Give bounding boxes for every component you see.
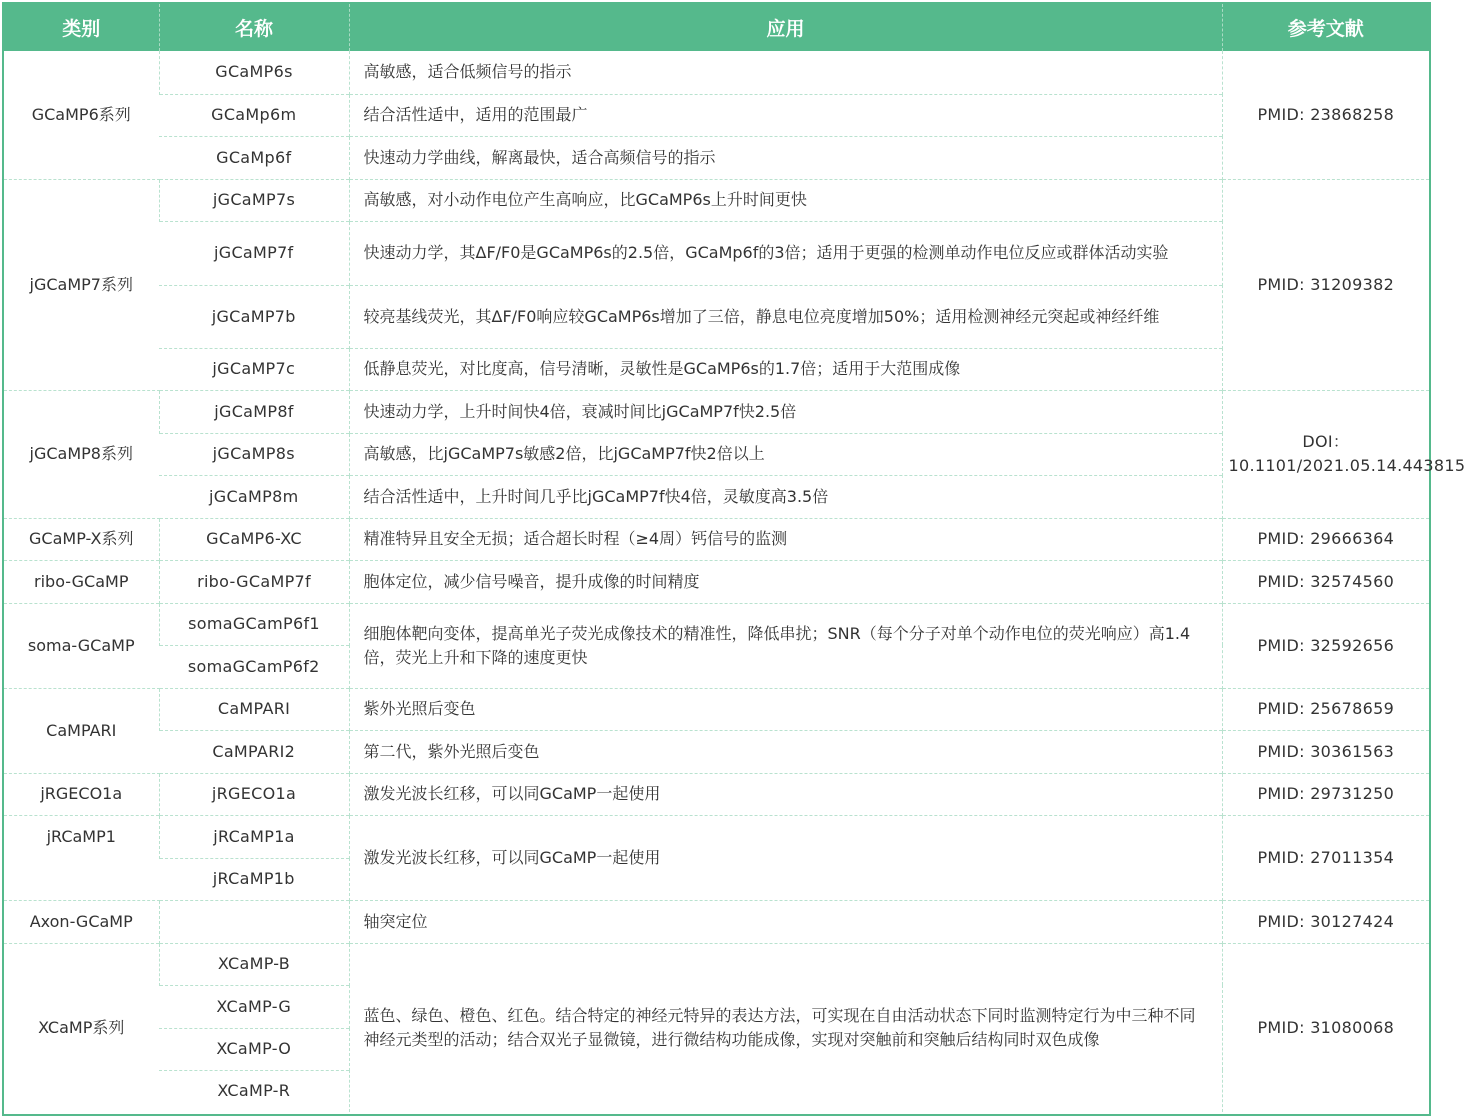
category-cell: GCaMP6系列 [31,104,131,124]
application-cell: 轴突定位 [349,900,1222,943]
reference-cell: PMID: 30361563 [1222,730,1429,773]
reference-cell: PMID: 30127424 [1222,900,1429,943]
application-cell: 紫外光照后变色 [349,688,1222,730]
application-cell: 结合活性适中，适用的范围最广 [349,94,1222,136]
name-cell: ribo-GCaMP7f [159,560,349,603]
table-row [4,51,1429,94]
application-cell: 激发光波长红移，可以同GCaMP一起使用 [349,815,1222,900]
name-cell: jGCaMP8f [159,390,349,433]
table-row [4,221,1429,285]
name-cell: jRCaMP1b [159,858,349,900]
table-row [4,94,1429,136]
table-row [4,518,1429,560]
name-cell: GCaMp6m [159,94,349,136]
name-cell: somaGCamP6f1 [159,603,349,645]
reference-cell: PMID: 31209382 [1222,179,1429,390]
reference-cell: PMID: 27011354 [1222,815,1429,900]
name-cell: jGCaMP7s [159,179,349,221]
application-cell: 高敏感，对小动作电位产生高响应，比GCaMP6s上升时间更快 [349,179,1222,221]
header-reference: 参考文献 [1222,4,1429,51]
application-cell: 结合活性适中，上升时间几乎比jGCaMP7f快4倍，灵敏度高3.5倍 [349,475,1222,518]
application-cell: 快速动力学，上升时间快4倍，衰减时间比jGCaMP7f快2.5倍 [349,390,1222,433]
name-cell: GCaMp6f [159,136,349,179]
table-row [4,433,1429,475]
application-cell: 蓝色、绿色、橙色、红色。结合特定的神经元特异的表达方法，可实现在自由活动状态下同时监测特定行为中三种不同神经元类型的活动；结合双光子显微镜，进行微结构功能成像，实现对突触前和突触后结构同时双色成像 [349,943,1222,1112]
table-row [4,815,1429,858]
reference-cell: PMID: 29731250 [1222,773,1429,815]
category-cell: CaMPARI [4,688,159,773]
name-cell: XCaMP-O [159,1028,349,1070]
table-row [4,475,1429,518]
name-cell: jGCaMP7f [159,221,349,285]
table-row [4,179,1429,221]
reference-cell: PMID: 32592656 [1222,603,1429,688]
name-cell: GCaMP6s [159,51,349,94]
category-cell: Axon-GCaMP [4,900,159,943]
table-row [4,688,1429,730]
name-cell [159,900,349,943]
name-cell: XCaMP-G [159,985,349,1028]
application-cell: 细胞体靶向变体，提高单光子荧光成像技术的精准性，降低串扰；SNR（每个分子对单个动作电位的荧光响应）高1.4倍，荧光上升和下降的速度更快 [349,603,1222,688]
reference-cell: PMID: 23868258 [1222,51,1429,179]
application-cell: 第二代，紫外光照后变色 [349,730,1222,773]
name-cell: XCaMP-R [159,1070,349,1112]
header-name: 名称 [159,4,349,51]
gcamp-indicator-table [4,4,1465,1112]
category-cell: GCaMP-X系列 [4,518,159,560]
reference-table-frame [2,2,1465,1116]
name-cell: jGCaMP7b [159,285,349,348]
header-row [4,4,1429,51]
name-cell: jRCaMP1a [159,815,349,858]
name-cell: somaGCamP6f2 [159,645,349,688]
name-cell: jGCaMP8m [159,475,349,518]
table-row [4,603,1429,645]
table-row [4,348,1429,390]
category-cell: ribo-GCaMP [4,560,159,603]
header-category: 类别 [4,4,159,51]
reference-cell: PMID: 31080068 [1222,943,1429,1112]
reference-cell: DOI：10.1101/2021.05.14.443815 [1222,390,1429,518]
name-cell: jGCaMP7c [159,348,349,390]
application-cell: 低静息荧光，对比度高，信号清晰，灵敏性是GCaMP6s的1.7倍；适用于大范围成像 [349,348,1222,390]
category-cell: XCaMP系列 [4,943,159,1112]
application-cell: 快速动力学曲线，解离最快，适合高频信号的指示 [349,136,1222,179]
application-cell: 较亮基线荧光，其ΔF/F0响应较GCaMP6s增加了三倍，静息电位亮度增加50%；适用检测神经元突起或神经纤维 [349,285,1222,348]
application-cell: 高敏感，比jGCaMP7s敏感2倍，比jGCaMP7f快2倍以上 [349,433,1222,475]
application-cell: 快速动力学，其ΔF/F0是GCaMP6s的2.5倍，GCaMp6f的3倍；适用于更强的检测单动作电位反应或群体活动实验 [349,221,1222,285]
category-cell: jGCaMP8系列 [4,390,159,518]
name-cell: GCaMP6-XC [159,518,349,560]
application-cell: 激发光波长红移，可以同GCaMP一起使用 [349,773,1222,815]
reference-cell: PMID: 32574560 [1222,560,1429,603]
header-application: 应用 [349,4,1222,51]
reference-cell: PMID: 29666364 [1222,518,1429,560]
table-row [4,773,1429,815]
table-row [4,390,1429,433]
name-cell: jRGECO1a [159,773,349,815]
table-row [4,900,1429,943]
application-cell: 胞体定位，减少信号噪音，提升成像的时间精度 [349,560,1222,603]
category-cell: jRGECO1a [4,773,159,815]
table-row [4,285,1429,348]
category-cell: jGCaMP7系列 [4,179,159,390]
name-cell: XCaMP-B [159,943,349,985]
category-cell: jRCaMP1 [4,815,159,900]
application-cell: 精准特异且安全无损；适合超长时程（≥4周）钙信号的监测 [349,518,1222,560]
name-cell: CaMPARI2 [159,730,349,773]
name-cell: CaMPARI [159,688,349,730]
table-row [4,560,1429,603]
table-row [4,136,1429,179]
table-row [4,730,1429,773]
category-cell: soma-GCaMP [4,603,159,688]
name-cell: jGCaMP8s [159,433,349,475]
reference-cell: PMID: 25678659 [1222,688,1429,730]
table-row [4,943,1429,985]
application-cell: 高敏感，适合低频信号的指示 [349,51,1222,94]
